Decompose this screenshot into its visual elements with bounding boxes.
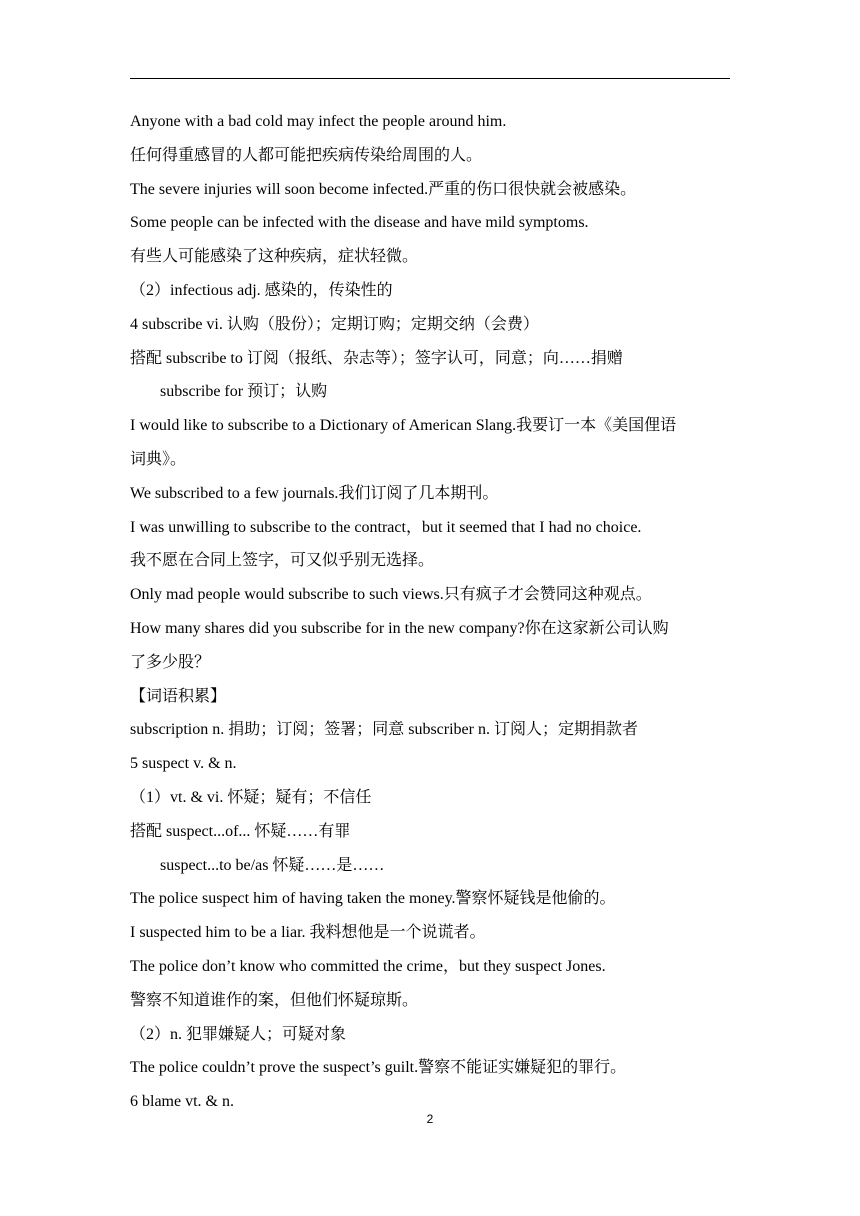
section-heading-suspect: 5 suspect v. & n. — [130, 755, 237, 773]
collocation-line: 搭配 suspect...of... 怀疑……有罪 — [130, 822, 351, 840]
collocation-line: suspect...to be/as 怀疑……是…… — [160, 856, 385, 874]
text-line: I suspected him to be a liar. 我料想他是一个说谎者。 — [130, 924, 486, 942]
text-line: We subscribed to a few journals.我们订阅了几本期刊。 — [130, 484, 499, 502]
text-line: The severe injuries will soon become infected.严重的伤口很快就会被感染。 — [130, 180, 637, 198]
header-rule — [130, 78, 730, 79]
text-line: 我不愿在合同上签字，可又似乎别无选择。 — [130, 552, 435, 570]
text-line: The police couldn’t prove the suspect’s guilt.警察不能证实嫌疑犯的罪行。 — [130, 1059, 627, 1077]
section-heading-blame: 6 blame vt. & n. — [130, 1093, 234, 1111]
text-line: Only mad people would subscribe to such views.只有疯子才会赞同这种观点。 — [130, 586, 652, 604]
text-line: I would like to subscribe to a Dictionary of American Slang.我要订一本《美国俚语 — [130, 417, 677, 435]
text-line: I was unwilling to subscribe to the contract，but it seemed that I had no choice. — [130, 518, 642, 536]
section-heading-subscribe: 4 subscribe vi. 认购（股份）；定期订购；定期交纳（会费） — [130, 315, 539, 333]
text-line: The police suspect him of having taken the money.警察怀疑钱是他偷的。 — [130, 890, 616, 908]
text-line: 任何得重感冒的人都可能把疾病传染给周围的人。 — [130, 146, 483, 164]
text-line: 词典》。 — [130, 450, 187, 468]
text-line: 有些人可能感染了这种疾病，症状轻微。 — [130, 248, 419, 266]
vocabulary-heading: 【词语积累】 — [130, 687, 227, 705]
collocation-line: subscribe for 预订；认购 — [160, 383, 328, 401]
text-line: subscription n. 捐助；订阅；签署；同意 subscriber n. 订阅人；定期捐款者 — [130, 721, 638, 739]
text-line: （1）vt. & vi. 怀疑；疑有；不信任 — [130, 788, 372, 806]
page-number: 2 — [426, 1112, 434, 1126]
collocation-line: 搭配 subscribe to 订阅（报纸、杂志等）；签字认可，同意；向……捐赠 — [130, 349, 623, 367]
text-line: Some people can be infected with the disease and have mild symptoms. — [130, 214, 589, 232]
text-line: Anyone with a bad cold may infect the people around him. — [130, 113, 507, 130]
text-line: How many shares did you subscribe for in the new company?你在这家新公司认购 — [130, 619, 669, 637]
text-line: 了多少股？ — [130, 653, 211, 671]
text-line: （2）n. 犯罪嫌疑人；可疑对象 — [130, 1025, 347, 1043]
text-line: The police don’t know who committed the crime，but they suspect Jones. — [130, 957, 606, 975]
text-line: （2）infectious adj. 感染的，传染性的 — [130, 281, 393, 299]
text-line: 警察不知道谁作的案，但他们怀疑琼斯。 — [130, 991, 419, 1009]
document-body — [130, 105, 730, 1119]
